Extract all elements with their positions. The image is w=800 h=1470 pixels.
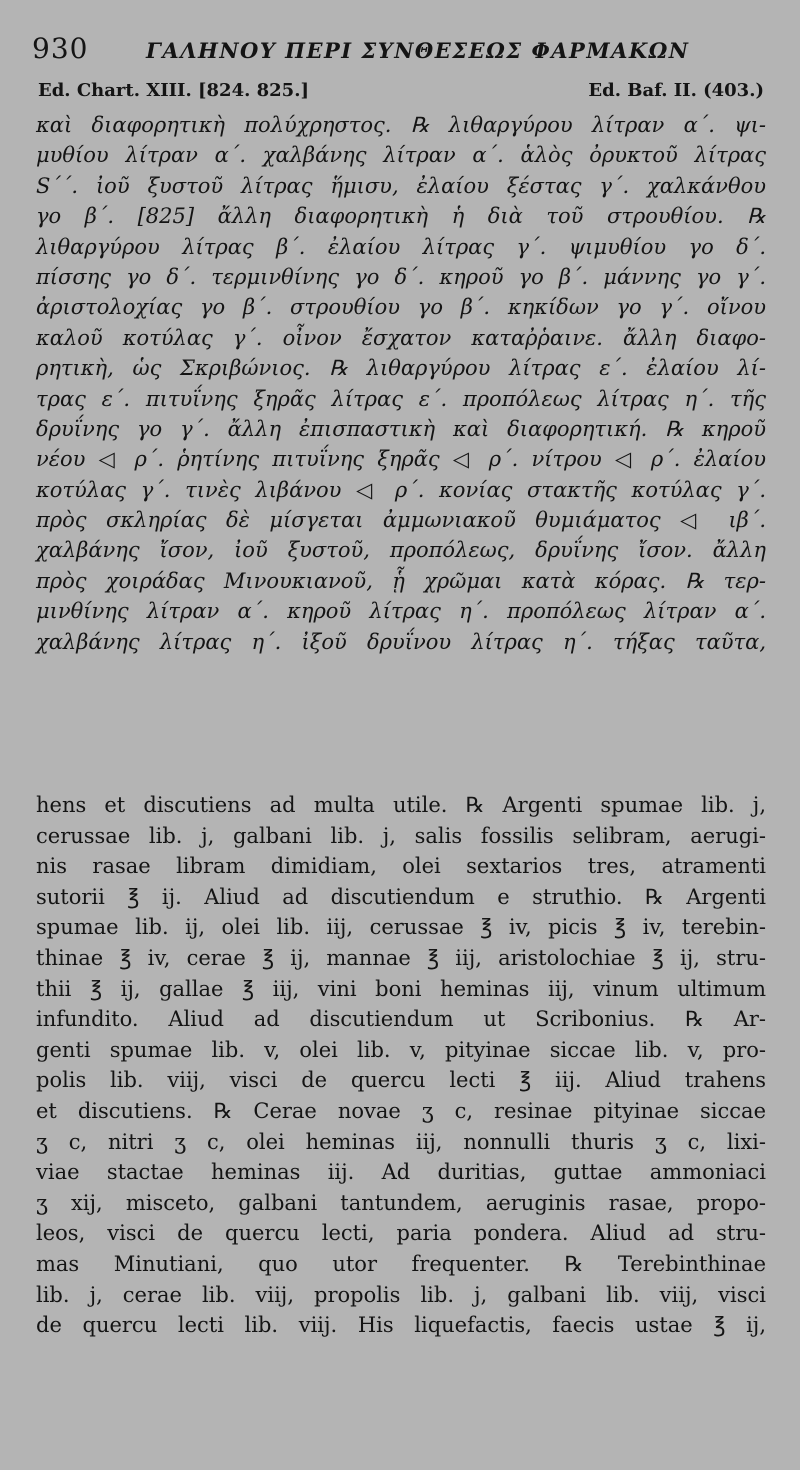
latin-text-line: mas Minutiani, quo utor frequenter. ℞ Terebinthinae [36,1251,766,1276]
greek-text-line: καλοῦ κοτύλας γ΄. οἶνον ἔσχατον καταῤῥαινε. ἄλλη διαφο- [36,325,766,350]
greek-text-line: πρὸς χοιράδας Μινουκιανοῦ, ᾗ χρῶμαι κατὰ κόρας. ℞ τερ- [36,568,766,593]
page-number: 930 [32,32,89,65]
latin-text-line: cerussae lib. j, galbani lib. j, salis fossilis selibram, aerugi- [36,823,766,848]
greek-text-line: πίσσης γο δ΄. τερμινθίνης γο δ΄. κηροῦ γο β΄. μάννης γο γ΄. [36,264,766,289]
latin-text-line: sutorii ℥ ij. Aliud ad discutiendum e struthio. ℞ Argenti [36,884,766,909]
greek-text-line: μινθίνης λίτραν α΄. κηροῦ λίτρας η΄. προπόλεως λίτραν α΄. [36,599,766,624]
latin-text-line: viae stactae heminas iij. Ad duritias, guttae ammoniaci [36,1160,766,1185]
latin-text-line: ʒ c, nitri ʒ c, olei heminas iij, nonnulli thuris ʒ c, lixi- [36,1129,766,1154]
greek-text-line: ρητικὴ, ὡς Σκριβώνιος. ℞ λιθαργύρου λίτρας ε΄. ἐλαίου λί- [36,356,766,381]
latin-text-line: thinae ℥ iv, cerae ℥ ij, mannae ℥ iij, aristolochiae ℥ ij, stru- [36,945,766,970]
latin-text-line: genti spumae lib. v, olei lib. v, pityinae siccae lib. v, pro- [36,1037,766,1062]
latin-text-line: lib. j, cerae lib. viij, propolis lib. j, galbani lib. viij, visci [36,1282,766,1307]
edition-reference-right: Ed. Baf. II. (403.) [588,80,764,101]
greek-text-line: μυθίου λίτραν α΄. χαλβάνης λίτραν α΄. ἁλὸς ὀρυκτοῦ λίτρας [36,143,766,168]
greek-text-line: νέου ◁ ρ΄. ῥητίνης πιτυΐνης ξηρᾶς ◁ ρ΄. νίτρου ◁ ρ΄. ἐλαίου [36,447,766,472]
latin-text-line: hens et discutiens ad multa utile. ℞ Argenti spumae lib. j, [36,793,766,817]
latin-text-line: nis rasae libram dimidiam, olei sextarios tres, atramenti [36,854,766,879]
greek-text-line: δρυΐνης γο γ΄. ἄλλη ἐπισπαστικὴ καὶ διαφορητική. ℞ κηροῦ [36,416,766,441]
latin-text-line: infundito. Aliud ad discutiendum ut Scribonius. ℞ Ar- [36,1007,766,1032]
greek-text-line: κοτύλας γ΄. τινὲς λιβάνου ◁ ρ΄. κονίας στακτῆς κοτύλας γ΄. [36,477,766,502]
greek-text-line: λιθαργύρου λίτρας β΄. ἐλαίου λίτρας γ΄. ψιμυθίου γο δ΄. [36,234,766,259]
page-header [30,30,790,70]
greek-text-line: γο β΄. [825] ἄλλη διαφορητικὴ ἡ διὰ τοῦ στρουθίου. ℞ [36,204,766,229]
edition-reference-left: Ed. Chart. XIII. [824. 825.] [38,80,309,101]
latin-text-line: spumae lib. ij, olei lib. iij, cerussae ℥ iv, picis ℥ iv, terebin- [36,915,766,940]
latin-text-line: de quercu lecti lib. viij. His liquefactis, faecis ustae ℥ ij, [36,1313,766,1338]
greek-text-line: καὶ διαφορητικὴ πολύχρηστος. ℞ λιθαργύρου λίτραν α΄. ψι- [36,113,766,137]
latin-text-line: et discutiens. ℞ Cerae novae ʒ c, resinae pityinae siccae [36,1098,766,1123]
greek-text-line: χαλβάνης ἴσον, ἰοῦ ξυστοῦ, προπόλεως, δρυΐνης ἴσον. ἄλλη [36,538,766,563]
greek-text-line: χαλβάνης λίτρας η΄. ἰξοῦ δρυΐνου λίτρας η΄. τήξας ταῦτα, [36,629,766,654]
latin-text-line: polis lib. viij, visci de quercu lecti ℥ iij. Aliud trahens [36,1068,766,1093]
latin-text-block [36,790,766,1341]
latin-text-line: thii ℥ ij, gallae ℥ iij, vini boni heminas iij, vinum ultimum [36,976,766,1001]
latin-text-line: ʒ xij, misceto, galbani tantundem, aeruginis rasae, propo- [36,1190,766,1215]
greek-text-block [36,110,766,657]
greek-text-line: ἀριστολοχίας γο β΄. στρουθίου γο β΄. κηκίδων γο γ΄. οἴνου [36,295,766,320]
greek-text-line: S΄΄. ἰοῦ ξυστοῦ λίτρας ἥμισυ, ἐλαίου ξέστας γ΄. χαλκάνθου [36,173,766,198]
greek-text-line: πρὸς σκληρίας δὲ μίσγεται ἀμμωνιακοῦ θυμιάματος ◁ ιβ΄. [36,508,766,533]
greek-text-line: τρας ε΄. πιτυΐνης ξηρᾶς λίτρας ε΄. προπόλεως λίτρας η΄. τῆς [36,386,766,411]
latin-text-line: leos, visci de quercu lecti, paria pondera. Aliud ad stru- [36,1221,766,1246]
running-title: ΓΑΛΗΝΟΥ ΠΕΡΙ ΣΥΝΘΕΣΕΩΣ ΦΑΡΜΑΚΩΝ [146,38,690,63]
